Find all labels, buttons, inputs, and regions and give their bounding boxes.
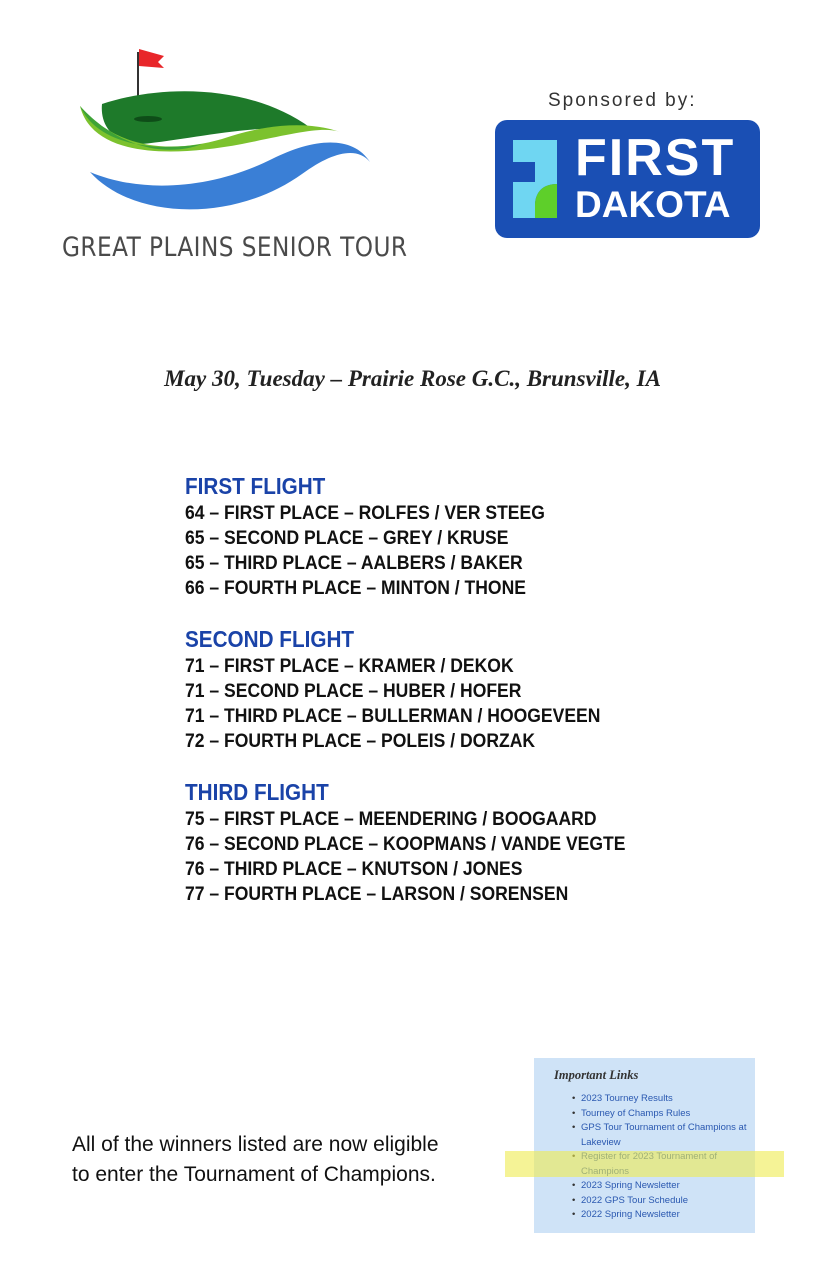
sponsor-name — [575, 129, 736, 225]
links-title: Important Links — [554, 1068, 639, 1082]
hole-icon — [134, 116, 162, 122]
important-links-panel — [534, 1058, 755, 1233]
link-tourney-results[interactable]: • 2023 Tourney Results — [581, 1092, 751, 1107]
result-line: 66 – FOURTH PLACE – MINTON / THONE — [185, 577, 526, 599]
result-line: 64 – FIRST PLACE – ROLFES / VER STEEG — [185, 502, 545, 524]
sponsor-label: Sponsored by: — [548, 90, 697, 111]
eligibility-note-line: All of the winners listed are now eligible — [72, 1133, 439, 1156]
link-highlight — [505, 1151, 784, 1177]
eligibility-note-line: to enter the Tournament of Champions. — [72, 1163, 436, 1186]
link-tourney-champs-rules[interactable]: • Tourney of Champs Rules — [581, 1107, 751, 1122]
link-spring-newsletter-2022[interactable]: • 2022 Spring Newsletter — [581, 1208, 751, 1223]
result-line: 71 – THIRD PLACE – BULLERMAN / HOOGEVEEN — [185, 705, 601, 727]
link-tour-schedule-2022[interactable]: • 2022 GPS Tour Schedule — [581, 1194, 751, 1209]
result-line: 76 – THIRD PLACE – KNUTSON / JONES — [185, 858, 523, 880]
eligibility-note — [72, 1130, 439, 1190]
tour-logo — [62, 44, 408, 274]
result-line: 72 – FOURTH PLACE – POLEIS / DORZAK — [185, 730, 536, 752]
tour-name: GREAT PLAINS SENIOR TOUR — [62, 232, 408, 263]
link-tournament-of-champions-lakeview[interactable]: • GPS Tour Tournament of Champions at Lakeview — [581, 1121, 751, 1150]
flight-results — [185, 471, 674, 930]
flight-section — [185, 624, 674, 754]
result-line: 71 – SECOND PLACE – HUBER / HOFER — [185, 680, 522, 702]
sponsor-mark-icon — [513, 140, 557, 218]
flight-section — [185, 777, 674, 907]
result-line: 75 – FIRST PLACE – MEENDERING / BOOGAARD — [185, 808, 597, 830]
event-heading: May 30, Tuesday – Prairie Rose G.C., Brunsville, IA — [164, 366, 661, 391]
flight-section — [185, 471, 674, 601]
flight-title: THIRD FLIGHT — [185, 779, 329, 805]
sponsor-logo — [495, 120, 760, 238]
flag-icon — [139, 49, 164, 68]
sponsor-name-line1: FIRST — [575, 129, 736, 187]
result-line: 77 – FOURTH PLACE – LARSON / SORENSEN — [185, 883, 569, 905]
result-line: 76 – SECOND PLACE – KOOPMANS / VANDE VEGTE — [185, 833, 626, 855]
flight-title: SECOND FLIGHT — [185, 626, 355, 652]
flight-title: FIRST FLIGHT — [185, 473, 326, 499]
water-swoosh — [90, 142, 370, 209]
sponsor-name-line2: DAKOTA — [575, 184, 731, 225]
result-line: 71 – FIRST PLACE – KRAMER / DEKOK — [185, 655, 514, 677]
golf-green-logo-icon — [72, 44, 382, 229]
result-line: 65 – SECOND PLACE – GREY / KRUSE — [185, 527, 509, 549]
link-spring-newsletter-2023[interactable]: • 2023 Spring Newsletter — [581, 1179, 751, 1194]
result-line: 65 – THIRD PLACE – AALBERS / BAKER — [185, 552, 523, 574]
